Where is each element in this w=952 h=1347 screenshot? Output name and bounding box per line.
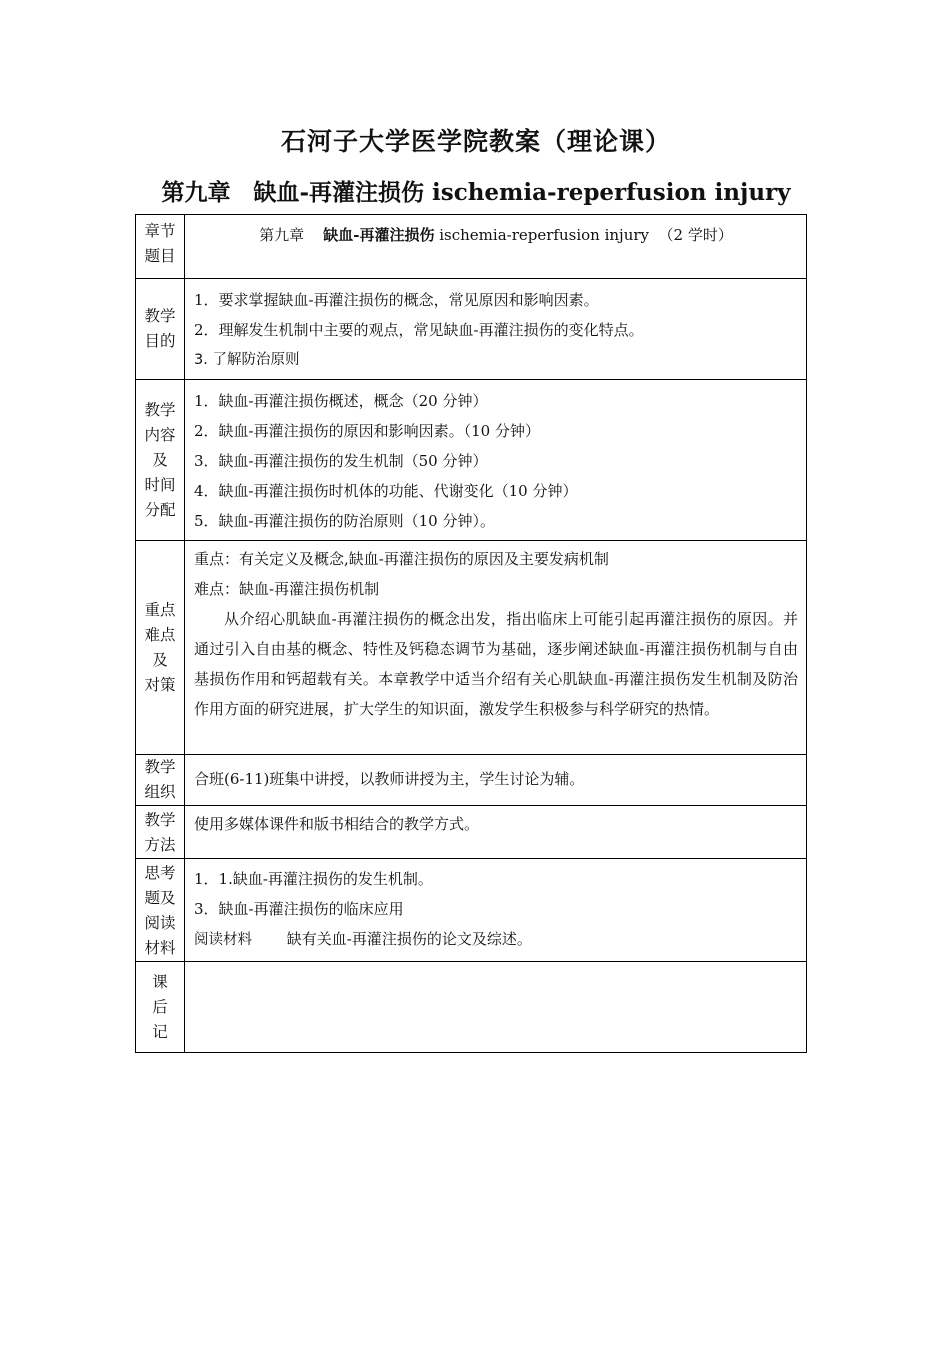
- label-line: 教学: [144, 400, 176, 419]
- objectives-cell: [185, 279, 807, 380]
- row-organization: [136, 755, 807, 806]
- label-line: 题目: [144, 247, 176, 265]
- organization-cell: [185, 755, 807, 806]
- content-item: 1．缺血-再灌注损伤概述，概念（20 分钟）: [194, 392, 488, 410]
- objective-item: 3. 了解防治原则: [194, 352, 300, 368]
- label-content: [136, 380, 185, 541]
- label-line: 课: [152, 972, 168, 991]
- label-line: 材料: [144, 939, 176, 957]
- label-line: 及: [152, 650, 168, 669]
- row-notes: [136, 962, 807, 1053]
- content-item: 5．缺血-再灌注损伤的防治原则（10 分钟）。: [194, 512, 495, 530]
- label-notes: [136, 962, 185, 1053]
- lesson-plan-table: [135, 214, 807, 1053]
- label-line: 难点: [144, 625, 176, 644]
- label-line: 对策: [144, 675, 176, 694]
- chapter-title-cell: [185, 215, 807, 279]
- label-line: 方法: [144, 836, 176, 854]
- label-method: [136, 806, 185, 859]
- chapter-subtitle: 第九章 缺血-再灌注损伤 ischemia-reperfusion injury: [161, 179, 791, 206]
- focus-text: 重点：有关定义及概念,缺血-再灌注损伤的原因及主要发病机制: [194, 550, 609, 568]
- page-title: 石河子大学医学院教案（理论课）: [280, 127, 671, 156]
- label-line: 分配: [144, 500, 176, 519]
- label-line: 后: [152, 997, 168, 1016]
- row-content: [136, 380, 807, 541]
- label-line: 教学: [144, 758, 176, 776]
- label-line: 组织: [144, 783, 176, 801]
- label-line: 思考: [144, 864, 176, 882]
- method-cell: [185, 806, 807, 859]
- label-line: 记: [152, 1022, 168, 1041]
- content-cell: [185, 380, 807, 541]
- question-item: 1．1.缺血-再灌注损伤的发生机制。: [194, 870, 433, 888]
- difficulty-text: 难点：缺血-再灌注损伤机制: [194, 580, 380, 598]
- objective-item: 2．理解发生机制中主要的观点，常见缺血-再灌注损伤的变化特点。: [194, 321, 644, 339]
- chapter-hours: （2 学时）: [658, 226, 733, 244]
- label-organization: [136, 755, 185, 806]
- row-questions: [136, 859, 807, 962]
- label-questions: [136, 859, 185, 962]
- label-line: 重点: [144, 600, 176, 619]
- label-line: 内容: [144, 425, 176, 444]
- label-line: 时间: [144, 475, 176, 494]
- strategy-text: 从介绍心肌缺血-再灌注损伤的概念出发，指出临床上可能引起再灌注损伤的原因。并通过引入自由基的概念、特性及钙稳态调节为基础，逐步阐述缺血-再灌注损伤机制与自由基损伤作用和钙超载有关。本章教学中适当介绍有关心肌缺血-再灌注损伤发生机制及防治作用方面的研究进展，扩大学生的知识面，激发学生积极参与科学研究的热情。: [194, 610, 798, 718]
- label-line: 目的: [144, 332, 176, 350]
- row-chapter: [136, 215, 807, 279]
- content-item: 2．缺血-再灌注损伤的原因和影响因素。（10 分钟）: [194, 422, 540, 440]
- label-line: 教学: [144, 307, 176, 325]
- chapter-name: 缺血-再灌注损伤: [323, 226, 435, 244]
- reading-label: 阅读材料: [194, 932, 252, 948]
- chapter-english: ischemia-reperfusion injury: [439, 226, 649, 244]
- label-key-points: [136, 541, 185, 755]
- label-chapter: [136, 215, 185, 279]
- notes-cell: [185, 962, 807, 1053]
- content-item: 3．缺血-再灌注损伤的发生机制（50 分钟）: [194, 452, 488, 470]
- row-key-points: [136, 541, 807, 755]
- label-line: 题及: [144, 889, 176, 907]
- organization-text: 合班(6-11)班集中讲授，以教师讲授为主，学生讨论为辅。: [194, 770, 585, 788]
- objective-item: 1．要求掌握缺血-再灌注损伤的概念，常见原因和影响因素。: [194, 291, 599, 309]
- reading-text: 缺有关血-再灌注损伤的论文及综述。: [286, 930, 532, 948]
- label-objectives: [136, 279, 185, 380]
- chapter-prefix: 第九章: [259, 226, 305, 244]
- questions-cell: [185, 859, 807, 962]
- row-objectives: [136, 279, 807, 380]
- content-item: 4．缺血-再灌注损伤时机体的功能、代谢变化（10 分钟）: [194, 482, 578, 500]
- label-line: 及: [152, 450, 168, 469]
- method-text: 使用多媒体课件和版书相结合的教学方式。: [194, 815, 480, 833]
- row-method: [136, 806, 807, 859]
- question-item: 3．缺血-再灌注损伤的临床应用: [194, 900, 404, 918]
- key-points-cell: [185, 541, 807, 755]
- label-line: 教学: [144, 811, 176, 829]
- label-line: 章节: [144, 222, 176, 240]
- label-line: 阅读: [144, 914, 176, 932]
